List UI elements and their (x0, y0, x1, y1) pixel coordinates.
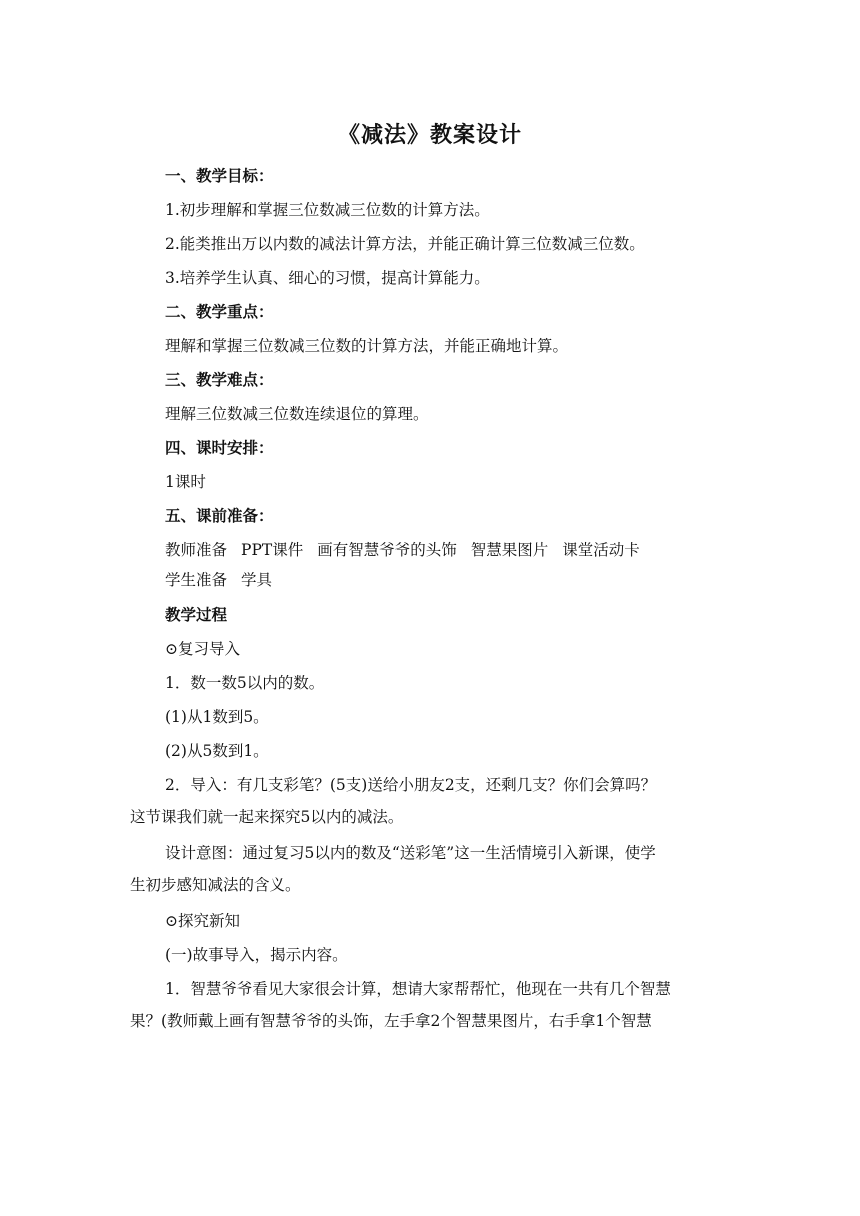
review-item-1b: (2)从5数到1。 (165, 742, 269, 760)
section-heading-preparation: 五、课前准备： (165, 507, 274, 525)
objective-2: 2.能类推出万以内数的减法计算方法，并能正确计算三位数减三位数。 (165, 235, 645, 253)
subsection-review: ⊙复习导入 (165, 640, 240, 658)
student-preparation (165, 567, 745, 593)
difficulty-text: 理解三位数减三位数连续退位的算理。 (165, 405, 429, 423)
teacher-preparation (165, 537, 745, 563)
document-title: 《减法》教案设计 (337, 123, 522, 148)
story-line2: 果？(教师戴上画有智慧爷爷的头饰，左手拿2个智慧果图片，右手拿1个智慧 (130, 1012, 652, 1030)
prep-teacher-item: 画有智慧爷爷的头饰 (317, 541, 457, 559)
prep-teacher-item: 课堂活动卡 (562, 541, 640, 559)
section-heading-difficulty: 三、教学难点： (165, 371, 274, 389)
review-item-2-line2: 这节课我们就一起来探究5以内的减法。 (130, 808, 404, 826)
design-intent-line1: 设计意图：通过复习5以内的数及“送彩笔”这一生活情境引入新课，使学 (165, 844, 656, 862)
subsection-explore: ⊙探究新知 (165, 912, 240, 930)
review-item-2-line1: 2．导入：有几支彩笔？(5支)送给小朋友2支，还剩几支？你们会算吗？ (165, 776, 657, 794)
review-item-1a: (1)从1数到5。 (165, 708, 269, 726)
lesson-time-text: 1课时 (165, 473, 206, 491)
prep-teacher-item: PPT课件 (241, 541, 304, 559)
section-heading-lesson-time: 四、课时安排： (165, 439, 274, 457)
explore-subheading: (一)故事导入，揭示内容。 (165, 946, 348, 964)
prep-teacher-item: 智慧果图片 (470, 541, 549, 559)
review-item-1: 1．数一数5以内的数。 (165, 674, 325, 692)
section-heading-process: 教学过程 (165, 606, 228, 624)
objective-1: 1.初步理解和掌握三位数减三位数的计算方法。 (165, 201, 490, 219)
section-heading-key-point: 二、教学重点： (165, 303, 274, 321)
story-line1: 1．智慧爷爷看见大家很会计算，想请大家帮帮忙，他现在一共有几个智慧 (165, 980, 671, 998)
design-intent-line2: 生初步感知减法的含义。 (130, 876, 301, 894)
objective-3: 3.培养学生认真、细心的习惯，提高计算能力。 (165, 269, 490, 287)
key-point-text: 理解和掌握三位数减三位数的计算方法，并能正确地计算。 (165, 337, 569, 355)
prep-student-label: 学生准备 (165, 571, 228, 589)
prep-student-item: 学具 (241, 571, 273, 589)
prep-teacher-label: 教师准备 (165, 541, 228, 559)
section-heading-objectives: 一、教学目标： (165, 167, 274, 185)
